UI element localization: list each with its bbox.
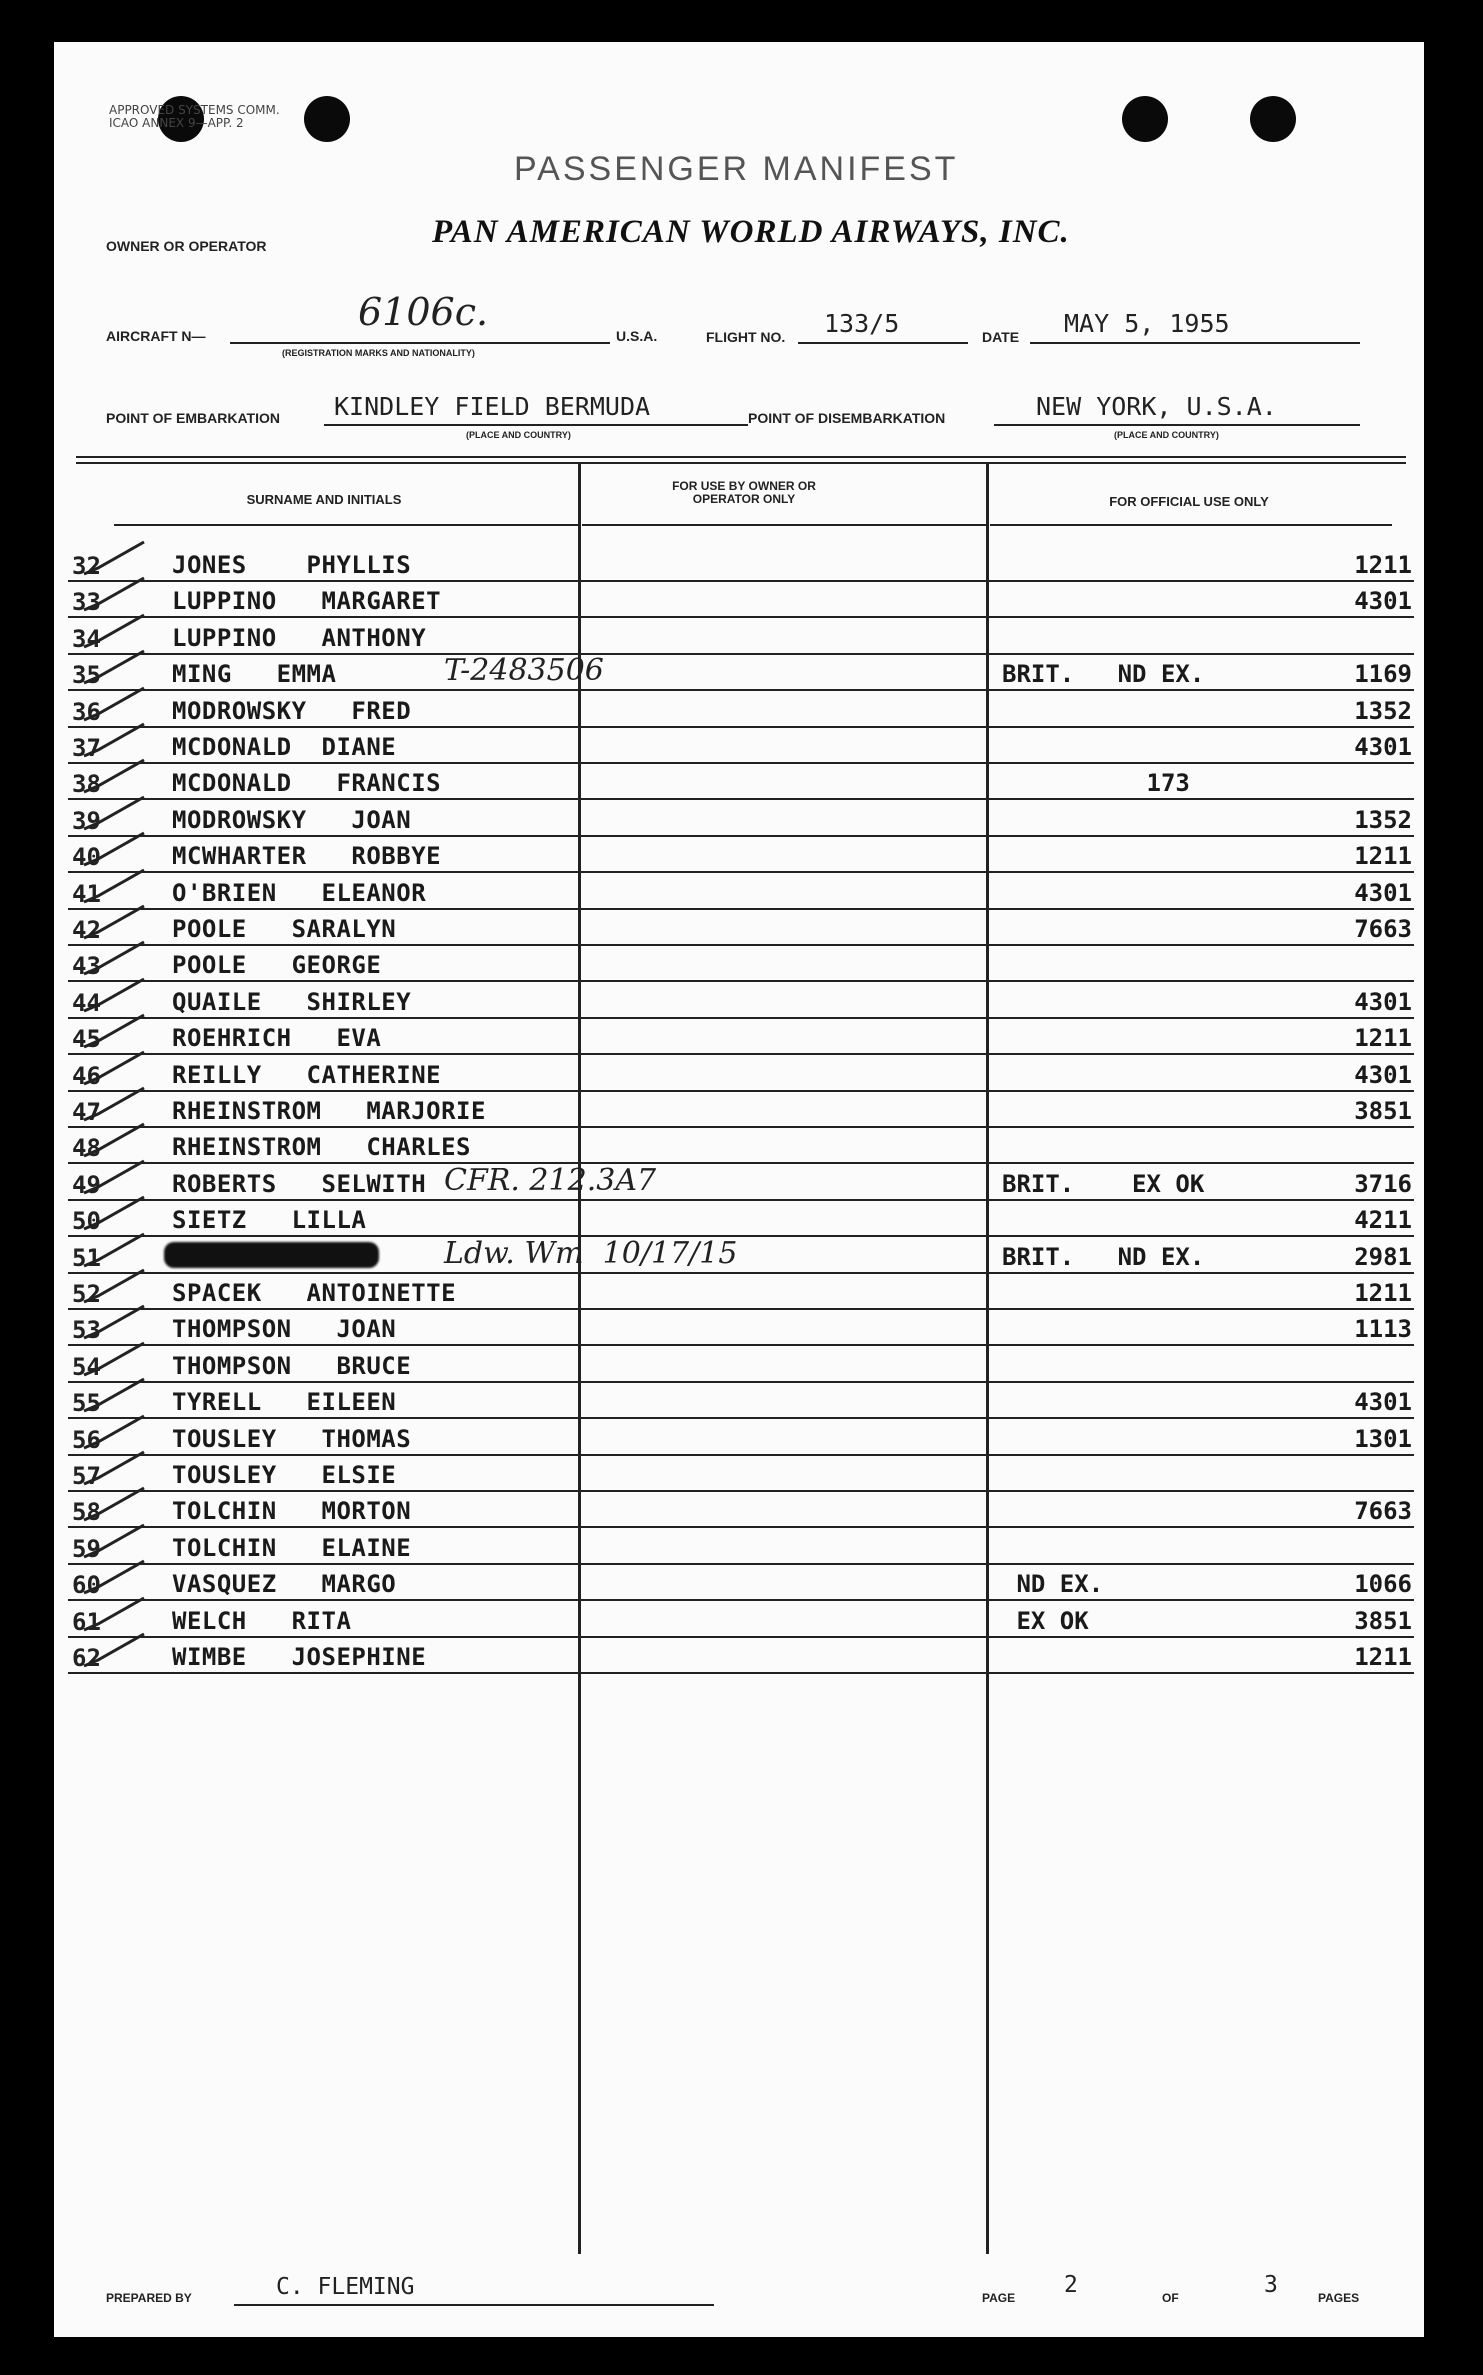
row-rule: [68, 1672, 1414, 1674]
row-number: 35: [72, 661, 101, 690]
official-code: 3851: [1354, 1606, 1412, 1635]
passenger-name: LUPPINO ANTHONY: [172, 623, 427, 652]
row-number: 48: [72, 1134, 101, 1163]
embark-sub: (PLACE AND COUNTRY): [466, 430, 571, 440]
official-code: 1352: [1354, 696, 1412, 725]
table-row: [54, 837, 1424, 873]
prepared-label: PREPARED BY: [106, 2291, 192, 2305]
passenger-name: WIMBE JOSEPHINE: [172, 1643, 427, 1671]
row-number: 40: [72, 843, 101, 872]
pages-label: PAGES: [1318, 2291, 1360, 2305]
passenger-name: THOMPSON BRUCE: [172, 1351, 412, 1380]
official-code: 3851: [1354, 1097, 1412, 1125]
official-code: 1211: [1354, 1024, 1412, 1053]
surname-column-header: SURNAME AND INITIALS: [246, 492, 402, 507]
owner-use-entry: CFR. 212.3A7: [444, 1162, 657, 1198]
flight-value: 133/5: [824, 309, 900, 338]
header-rule: [990, 524, 1392, 526]
official-code: 2981: [1354, 1242, 1412, 1271]
official-code: 4211: [1354, 1206, 1412, 1235]
official-code: 4301: [1354, 1060, 1412, 1089]
aircraft-sub: (REGISTRATION MARKS AND NATIONALITY): [282, 348, 475, 358]
table-row: [54, 910, 1424, 946]
official-code: 1352: [1354, 805, 1412, 834]
table-row: [54, 1274, 1424, 1310]
punch-hole: [1250, 96, 1296, 142]
official-code: 3716: [1354, 1169, 1412, 1198]
official-use-entry: BRIT. EX OK: [1002, 1169, 1205, 1198]
table-row: [54, 1201, 1424, 1237]
row-number: 38: [72, 770, 101, 799]
table-row: [54, 874, 1424, 910]
aircraft-value: 6106c.: [358, 290, 489, 334]
passenger-name: THOMPSON JOAN: [172, 1315, 397, 1344]
passenger-name: VASQUEZ MARGO: [172, 1570, 397, 1599]
disembark-underline: [994, 424, 1360, 426]
passenger-name: TOUSLEY THOMAS: [172, 1424, 412, 1453]
row-number: 32: [72, 552, 101, 580]
row-number: 37: [72, 734, 101, 762]
disembark-value: NEW YORK, U.S.A.: [1036, 392, 1277, 421]
table-row: [54, 1420, 1424, 1456]
usa-label: U.S.A.: [616, 328, 658, 344]
table-row: [54, 1602, 1424, 1638]
date-value: MAY 5, 1955: [1064, 309, 1230, 338]
official-code: 4301: [1354, 987, 1412, 1016]
passenger-name: QUAILE SHIRLEY: [172, 987, 412, 1016]
row-number: 42: [72, 916, 101, 944]
passenger-name: ROBERTS SELWITH: [172, 1169, 427, 1198]
of-value: 3: [1264, 2272, 1278, 2298]
official-use-entry: EX OK: [1002, 1606, 1089, 1635]
row-number: 46: [72, 1061, 101, 1090]
disembark-sub: (PLACE AND COUNTRY): [1114, 430, 1219, 440]
official-code: 1211: [1354, 842, 1412, 871]
aircraft-underline: [230, 342, 610, 344]
table-row: [54, 764, 1424, 800]
row-number: 54: [72, 1352, 101, 1381]
table-row: [54, 1162, 1424, 1201]
official-use-entry: ND EX.: [1002, 1570, 1104, 1599]
passenger-name: SIETZ LILLA: [172, 1206, 367, 1235]
table-row: [54, 1638, 1424, 1674]
row-number: 52: [72, 1280, 101, 1308]
passenger-name: RHEINSTROM CHARLES: [172, 1133, 471, 1162]
row-number: 43: [72, 952, 101, 981]
date-label: DATE: [982, 329, 1020, 345]
passenger-name: REILLY CATHERINE: [172, 1060, 442, 1089]
disembark-label: POINT OF DISEMBARKATION: [748, 410, 946, 426]
row-number: 34: [72, 624, 101, 653]
official-use-entry: 173: [1002, 769, 1190, 798]
header-rule: [114, 524, 580, 526]
official-code: 4301: [1354, 878, 1412, 907]
table-row: [54, 1565, 1424, 1601]
official-code: 1211: [1354, 1643, 1412, 1671]
row-number: 36: [72, 697, 101, 726]
aircraft-label: AIRCRAFT N—: [106, 328, 206, 344]
row-number: 33: [72, 588, 101, 617]
row-number: 49: [72, 1170, 101, 1199]
row-number: 45: [72, 1025, 101, 1054]
official-code: 1301: [1354, 1424, 1412, 1453]
official-code: 4301: [1354, 733, 1412, 761]
passenger-name: JONES PHYLLIS: [172, 551, 412, 579]
row-number: 41: [72, 879, 101, 908]
row-number: 60: [72, 1571, 101, 1600]
passenger-name: MCWHARTER ROBBYE: [172, 842, 442, 871]
official-code: 1169: [1354, 660, 1412, 689]
official-use-entry: BRIT. ND EX.: [1002, 660, 1205, 689]
embark-underline: [324, 424, 748, 426]
table-row: [54, 1492, 1424, 1528]
official-code: 1211: [1354, 551, 1412, 579]
header-rule: [582, 524, 986, 526]
approval-stamp: APPROVED SYSTEMS COMM. ICAO ANNEX 9—APP. 2: [109, 103, 280, 130]
official-code: 1113: [1354, 1315, 1412, 1344]
passenger-name: TOUSLEY ELSIE: [172, 1461, 397, 1489]
table-row: [54, 983, 1424, 1019]
page-value: 2: [1064, 2272, 1078, 2298]
punch-hole: [304, 96, 350, 142]
passenger-name: MODROWSKY FRED: [172, 696, 412, 725]
official-code: 4301: [1354, 1388, 1412, 1417]
official-code: 1211: [1354, 1279, 1412, 1307]
table-row: [54, 1529, 1424, 1565]
table-row: [54, 1310, 1424, 1346]
passenger-name: LUPPINO MARGARET: [172, 587, 442, 616]
row-number: 61: [72, 1607, 101, 1636]
table-row: [54, 619, 1424, 655]
date-underline: [1030, 342, 1360, 344]
row-number: 59: [72, 1534, 101, 1563]
official-code: 4301: [1354, 587, 1412, 616]
row-number: 44: [72, 988, 101, 1017]
table-row: [54, 1456, 1424, 1492]
row-number: 47: [72, 1098, 101, 1126]
embark-label: POINT OF EMBARKATION: [106, 410, 280, 426]
manifest-page: [54, 42, 1424, 2337]
official-use-entry: BRIT. ND EX.: [1002, 1242, 1205, 1271]
table-row: [54, 946, 1424, 982]
row-number: 39: [72, 806, 101, 835]
official-code: 7663: [1354, 915, 1412, 943]
table-row: [54, 1128, 1424, 1164]
page-label: PAGE: [982, 2291, 1016, 2305]
prepared-underline: [234, 2304, 714, 2306]
table-row: [54, 801, 1424, 837]
passenger-name: MING EMMA: [172, 660, 337, 689]
flight-underline: [798, 342, 968, 344]
passenger-name: TOLCHIN ELAINE: [172, 1533, 412, 1562]
table-top-rule: [76, 462, 1406, 464]
row-number: 56: [72, 1425, 101, 1454]
table-row: [54, 1056, 1424, 1092]
passenger-name: TOLCHIN MORTON: [172, 1497, 412, 1526]
table-row: [54, 1383, 1424, 1419]
table-row: [54, 655, 1424, 691]
passenger-name: POOLE GEORGE: [172, 951, 382, 980]
row-number: 55: [72, 1389, 101, 1418]
official-column-header: FOR OFFICIAL USE ONLY: [1109, 494, 1269, 509]
row-number: 58: [72, 1498, 101, 1527]
owner-column-header: FOR USE BY OWNER OR OPERATOR ONLY: [672, 479, 816, 506]
passenger-name: MODROWSKY JOAN: [172, 805, 412, 834]
table-row: [54, 1019, 1424, 1055]
operator-name: PAN AMERICAN WORLD AIRWAYS, INC.: [432, 214, 1070, 250]
row-number: 50: [72, 1207, 101, 1236]
punch-hole: [1122, 96, 1168, 142]
table-row: [54, 582, 1424, 618]
owner-use-entry: T-2483506: [444, 653, 604, 689]
official-code: 1066: [1354, 1570, 1412, 1599]
passenger-name: RHEINSTROM MARJORIE: [172, 1097, 486, 1125]
passenger-name: ROEHRICH EVA: [172, 1024, 382, 1053]
passenger-name: POOLE SARALYN: [172, 915, 397, 943]
table-top-rule: [76, 456, 1406, 458]
passenger-name: O'BRIEN ELEANOR: [172, 878, 427, 907]
owner-use-entry: Ldw. Wm 10/17/15: [444, 1235, 738, 1271]
table-row: [54, 728, 1424, 764]
table-row: [54, 1235, 1424, 1274]
table-row: [54, 546, 1424, 582]
prepared-value: C. FLEMING: [276, 2274, 415, 2300]
embark-value: KINDLEY FIELD BERMUDA: [334, 392, 651, 421]
page-title: PASSENGER MANIFEST: [514, 150, 959, 188]
row-number: 57: [72, 1462, 101, 1490]
passenger-name: SPACEK ANTOINETTE: [172, 1279, 457, 1307]
passenger-name: TYRELL EILEEN: [172, 1388, 397, 1417]
row-number: 51: [72, 1243, 101, 1272]
table-row: [54, 1092, 1424, 1128]
passenger-name: MCDONALD FRANCIS: [172, 769, 442, 798]
table-row: [54, 1347, 1424, 1383]
table-row: [54, 692, 1424, 728]
row-number: 53: [72, 1316, 101, 1345]
owner-label: OWNER OR OPERATOR: [106, 238, 267, 254]
passenger-name: MCDONALD DIANE: [172, 733, 397, 761]
official-code: 7663: [1354, 1497, 1412, 1526]
redaction-mark: [164, 1242, 379, 1268]
passenger-name: WELCH RITA: [172, 1606, 352, 1635]
flight-label: FLIGHT NO.: [706, 329, 786, 345]
of-label: OF: [1162, 2291, 1179, 2305]
row-number: 62: [72, 1644, 101, 1672]
